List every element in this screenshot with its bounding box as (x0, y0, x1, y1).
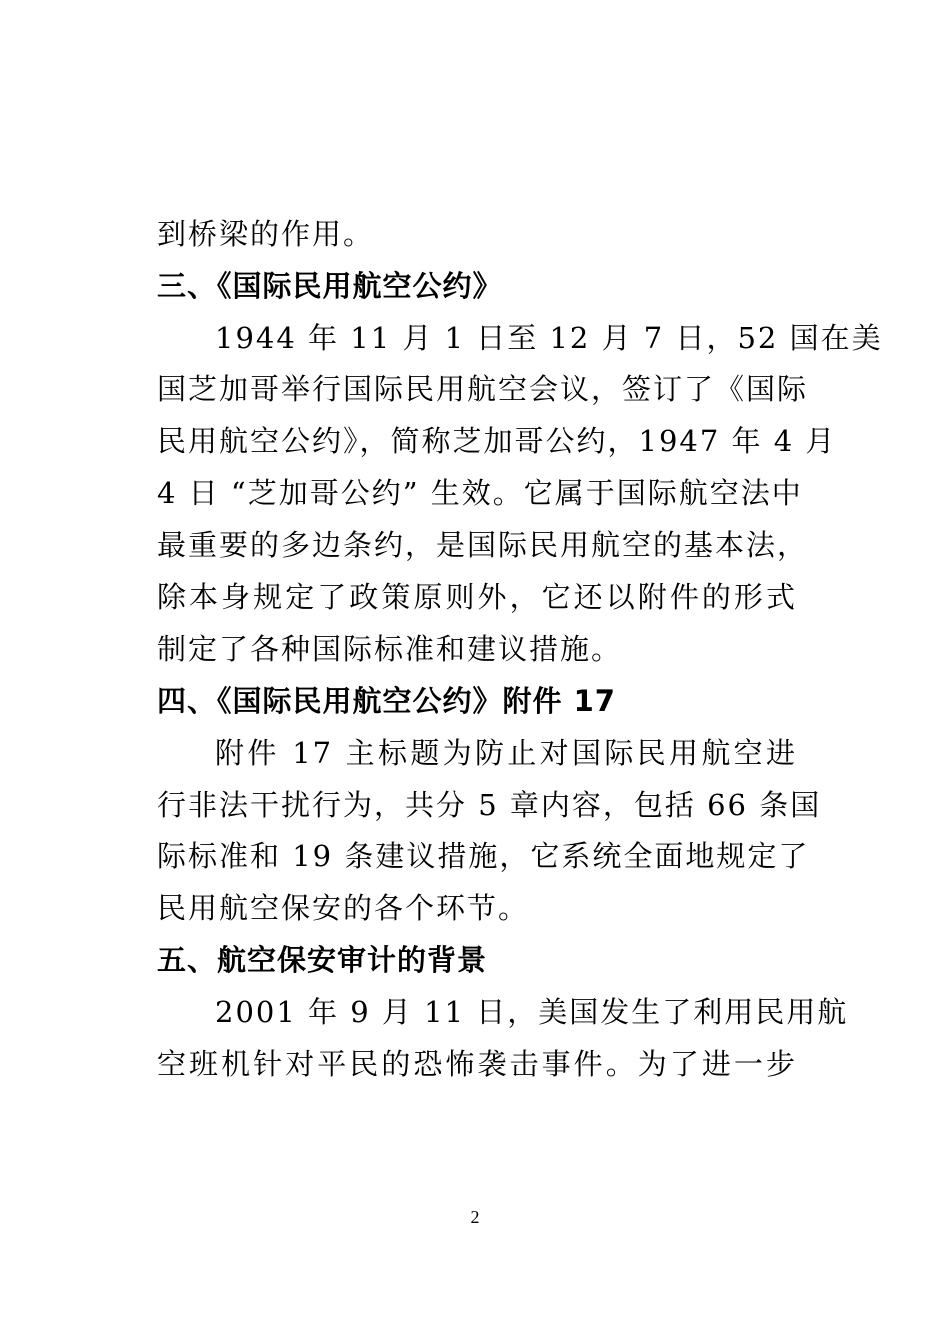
paragraph-line: 制定了各种国际标准和建议措施。 (157, 632, 623, 666)
paragraph-line: 2001 年 9 月 11 日，美国发生了利用民用航 (215, 995, 849, 1029)
paragraph-line: 4 日 “芝加哥公约” 生效。它属于国际航空法中 (157, 476, 803, 510)
paragraph-line: 际标准和 19 条建议措施，它系统全面地规定了 (157, 839, 810, 873)
paragraph-line: 到桥梁的作用。 (157, 217, 375, 251)
paragraph-line: 空班机针对平民的恐怖袭击事件。为了进一步 (157, 1047, 797, 1081)
paragraph-line: 民用航空公约》，简称芝加哥公约，1947 年 4 月 (157, 424, 837, 458)
paragraph-line: 民用航空保安的各个环节。 (157, 891, 530, 925)
paragraph-line: 除本身规定了政策原则外，它还以附件的形式 (157, 580, 797, 614)
section-heading-5: 五、航空保安审计的背景 (157, 943, 488, 977)
paragraph-line: 1944 年 11 月 1 日至 12 月 7 日，52 国在美 (215, 321, 883, 355)
section-heading-4: 四、《国际民用航空公约》附件 17 (157, 684, 616, 718)
page-number: 2 (470, 1207, 480, 1227)
paragraph-line: 最重要的多边条约，是国际民用航空的基本法， (157, 528, 809, 562)
section-heading-3: 三、《国际民用航空公约》 (157, 269, 503, 303)
paragraph-line: 国芝加哥举行国际民用航空会议，签订了《国际 (157, 372, 809, 406)
paragraph-line: 行非法干扰行为，共分 5 章内容，包括 66 条国 (157, 788, 822, 822)
paragraph-line: 附件 17 主标题为防止对国际民用航空进 (215, 736, 797, 770)
